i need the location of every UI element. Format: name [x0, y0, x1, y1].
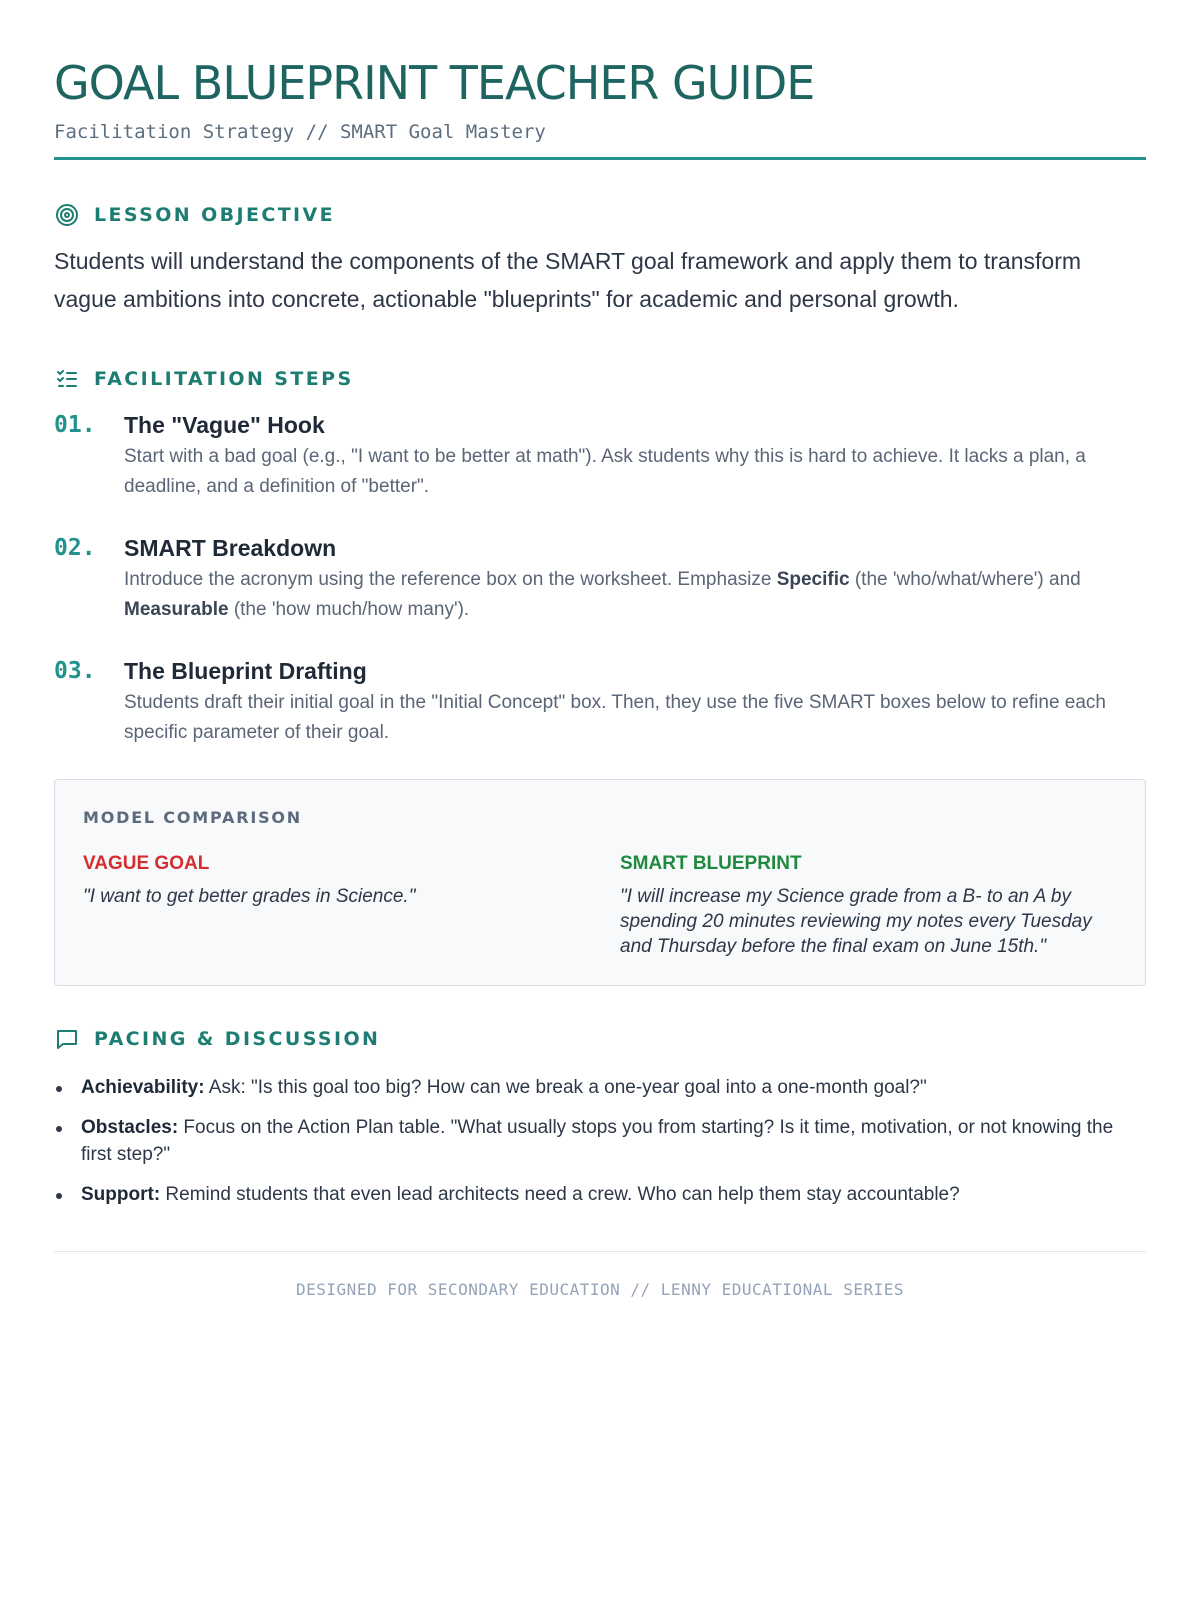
step-item: [54, 656, 1146, 748]
smart-blueprint-text: "I will increase my Science grade from a B- to an A by spending 20 minutes reviewing my notes every Tuesday and Thursday before the final exam on June 15th.": [620, 886, 1092, 957]
model-comparison-box: [54, 779, 1146, 986]
list-item: Obstacles: Focus on the Action Plan table. "What usually stops you from starting? Is it time, motivation, or not knowing the first step?": [54, 1114, 1146, 1168]
step-number: 02.: [54, 535, 96, 561]
target-icon: [54, 202, 80, 228]
smart-blueprint-label: SMART BLUEPRINT: [620, 853, 802, 874]
lesson-objective-heading: [54, 202, 1146, 228]
step-description: Introduce the acronym using the reference box on the worksheet. Emphasize Specific (the 'who/what/where') and Measurable (the 'how much/how many').: [124, 569, 1081, 620]
step-title: The Blueprint Drafting: [124, 658, 367, 684]
list-item: Support: Remind students that even lead architects need a crew. Who can help them stay accountable?: [54, 1181, 1146, 1208]
vague-goal-label: VAGUE GOAL: [83, 853, 210, 874]
facilitation-steps-list: [54, 410, 1146, 748]
page-subtitle: Facilitation Strategy // SMART Goal Mastery: [54, 121, 1146, 160]
checklist-icon: [54, 366, 80, 392]
step-title: SMART Breakdown: [124, 535, 337, 561]
pacing-discussion-label: PACING & DISCUSSION: [94, 1028, 381, 1050]
chat-bubble-icon: [54, 1026, 80, 1052]
step-item: [54, 533, 1146, 625]
step-title: The "Vague" Hook: [124, 412, 325, 438]
step-number: 03.: [54, 658, 96, 684]
vague-goal-column: [83, 853, 580, 959]
list-item: Achievability: Ask: "Is this goal too big? How can we break a one-year goal into a one-month goal?": [54, 1074, 1146, 1101]
discussion-list: [54, 1074, 1146, 1208]
step-description: Start with a bad goal (e.g., "I want to be better at math"). Ask students why this is hard to achieve. It lacks a plan, a deadline, and a definition of "better".: [124, 446, 1086, 497]
emphasis-measurable: Measurable: [124, 599, 229, 620]
pacing-discussion-heading: [54, 1026, 1146, 1052]
step-number: 01.: [54, 412, 96, 438]
lesson-objective-label: LESSON OBJECTIVE: [94, 204, 336, 226]
lesson-objective-text: Students will understand the components of the SMART goal framework and apply them to transform vague ambitions into concrete, actionable "blueprints" for academic and personal growth.: [54, 248, 1082, 312]
vague-goal-text: "I want to get better grades in Science.": [83, 886, 416, 907]
step-description: Students draft their initial goal in the "Initial Concept" box. Then, they use the five SMART boxes below to refine each specific parameter of their goal.: [124, 692, 1106, 743]
model-comparison-heading: MODEL COMPARISON: [83, 808, 302, 827]
smart-blueprint-column: [580, 853, 1117, 959]
emphasis-specific: Specific: [776, 569, 850, 590]
facilitation-steps-heading: [54, 366, 1146, 392]
footer-divider: [54, 1251, 1146, 1252]
page-title: GOAL BLUEPRINT TEACHER GUIDE: [54, 56, 815, 110]
facilitation-steps-label: FACILITATION STEPS: [94, 368, 354, 390]
footer-text: DESIGNED FOR SECONDARY EDUCATION // LENNY EDUCATIONAL SERIES: [296, 1280, 904, 1299]
step-item: [54, 410, 1146, 502]
